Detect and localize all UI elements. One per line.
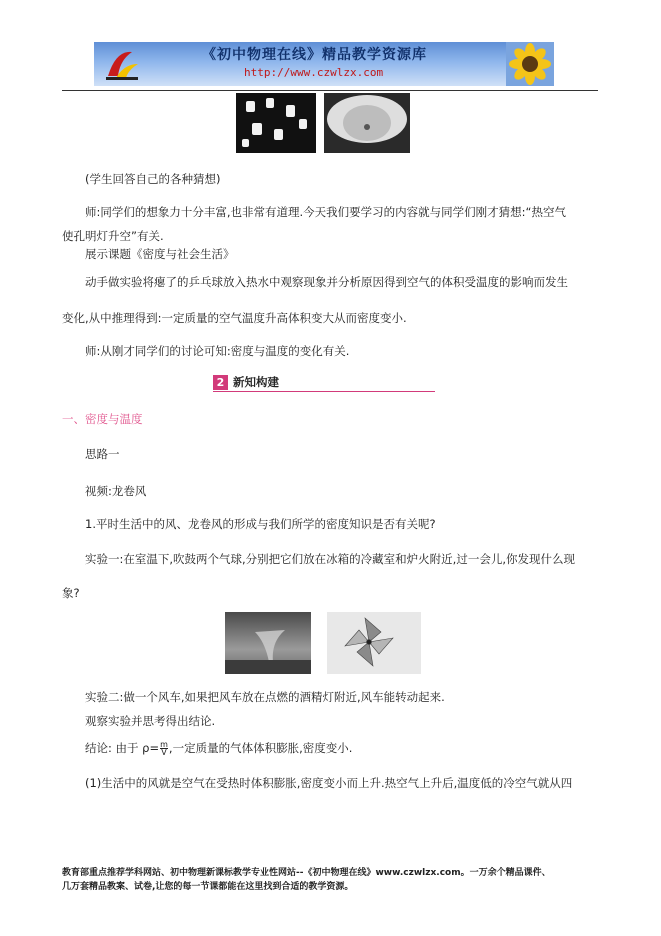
tornado-photo [225, 612, 311, 674]
site-logo-icon [102, 46, 142, 82]
heading-density-temperature: 一、密度与温度 [62, 412, 143, 426]
section-rule [213, 391, 435, 392]
sky-lanterns-photo [236, 93, 316, 153]
sunflower-icon [506, 42, 554, 86]
question-1: 1.平时生活中的风、龙卷风的形成与我们所学的密度知识是否有关呢? [85, 517, 436, 531]
section-number: 2 [213, 375, 228, 390]
paragraph-teacher-2: 师:从刚才同学们的讨论可知:密度与温度的变化有关. [85, 344, 350, 358]
video-label: 视频:龙卷风 [85, 484, 147, 498]
density-fraction [160, 741, 168, 756]
pinwheel-photo [327, 612, 421, 674]
paragraph-teacher-1: 师:同学们的想象力十分丰富,也非常有道理.今天我们要学习的内容就与同学们刚才猜想:“热空气 [85, 205, 567, 219]
conclusion-line [85, 741, 352, 756]
paragraph-student-guesses: (学生回答自己的各种猜想) [85, 172, 221, 186]
header-rule [62, 90, 598, 91]
section-title: 新知构建 [233, 375, 279, 389]
section-banner [213, 375, 435, 393]
banner-url[interactable]: http://www.czwlzx.com [244, 66, 384, 79]
conclusion-1: (1)生活中的风就是空气在受热时体积膨胀,密度变小而上升.热空气上升后,温度低的冷空气就从四 [85, 776, 573, 790]
lantern-closeup-photo [324, 93, 410, 153]
conclusion-prefix: 结论: 由于 ρ= [85, 741, 160, 755]
footer-line-1: 教育部重点推荐学科网站、初中物理新课标教学专业性网站--《初中物理在线》www.czwlzx.com。一万余个精品课件、 [62, 868, 551, 878]
fraction-denominator: V [161, 748, 167, 757]
paragraph-experiment-cont: 变化,从中推理得到:一定质量的空气温度升高体积变大从而密度变小. [62, 311, 407, 325]
idea-label: 思路一 [85, 447, 120, 461]
header-banner [94, 42, 554, 86]
experiment-1: 实验一:在室温下,吹鼓两个气球,分别把它们放在冰箱的冷藏室和炉火附近,过一会儿,你发现什么现 [85, 552, 575, 566]
conclusion-suffix: ,一定质量的气体体积膨胀,密度变小. [168, 741, 353, 755]
paragraph-topic: 展示课题《密度与社会生活》 [85, 247, 235, 261]
experiment-1-cont: 象? [62, 586, 80, 600]
observe-line: 观察实验并思考得出结论. [85, 714, 216, 728]
banner-title: 《初中物理在线》精品教学资源库 [202, 47, 427, 63]
fraction-numerator: m [160, 740, 168, 749]
footer-line-2: 几万套精品教案、试卷,让您的每一节课都能在这里找到合适的教学资源。 [62, 882, 354, 892]
paragraph-experiment: 动手做实验将瘪了的乒乓球放入热水中观察现象并分析原因得到空气的体积受温度的影响而发生 [85, 275, 568, 289]
paragraph-teacher-1-cont: 使孔明灯升空”有关. [62, 229, 164, 243]
experiment-2: 实验二:做一个风车,如果把风车放在点燃的酒精灯附近,风车能转动起来. [85, 690, 445, 704]
